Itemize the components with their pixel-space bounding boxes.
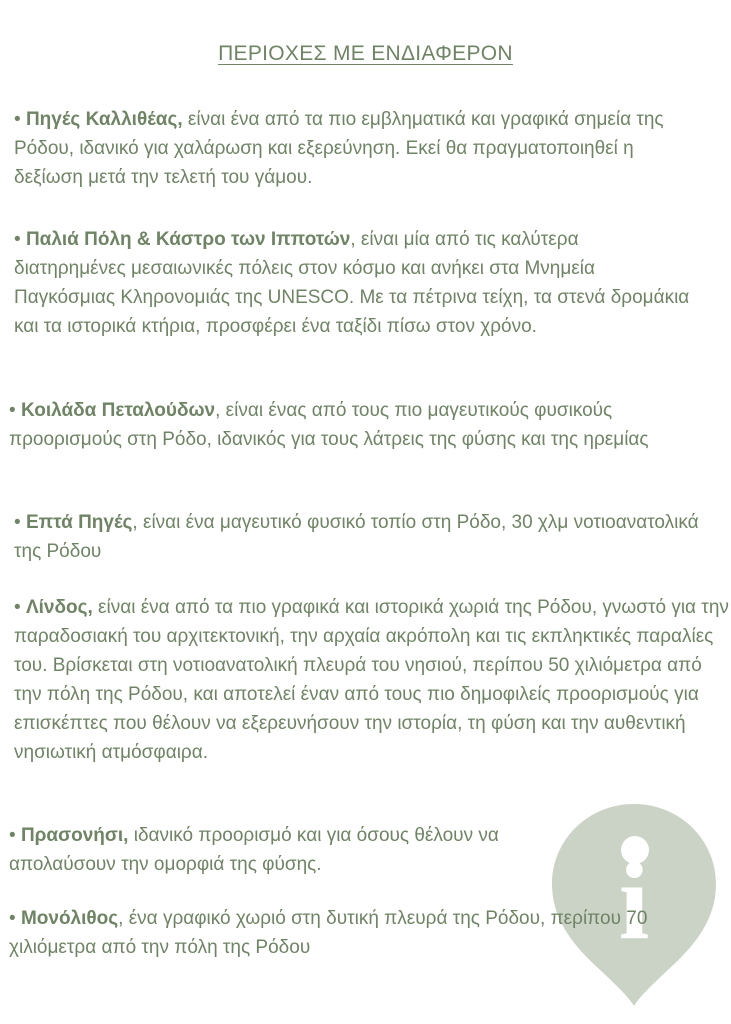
entry-name: Πρασονήσι, [20, 825, 129, 846]
entry-name: Πηγές Καλλιθέας, [25, 109, 183, 130]
entry-text: , είναι μία από τις καλύτερα διατηρημένες μεσαιωνικές πόλεις στον κόσμο και ανήκει στα Μνημεία Παγκόσμιας Κληρονομιάς της UNESCO. Με τα πέτρινα τείχη, τα στενά δρομάκια και τα ιστορικά κτήρια, προσφέρει ένα ταξίδι πίσω στον χρόνο. [14, 229, 690, 337]
page-title: ΠΕΡΙΟΧΕΣ ΜΕ ΕΝΔΙΑΦΕΡΟΝ [218, 42, 513, 65]
entry-text: είναι ένα από τα πιο εμβληματικά και γραφικά σημεία της Ρόδου, ιδανικό για χαλάρωση και εξερεύνηση. Εκεί θα πραγματοποιηθεί η δεξίωση μετά την τελετή του γάμου. [14, 109, 664, 188]
entry-text: , ένα γραφικό χωριό στη δυτική πλευρά της Ρόδου, περίπου 70 χιλιόμετρα από την πόλη της Ρόδου [9, 908, 648, 958]
entry-name: Παλιά Πόλη & Κάστρο των Ιπποτών [25, 229, 351, 250]
entry-text: ιδανικό προορισμό και για όσους θέλουν να απολαύσουν την ομορφιά της φύσης. [9, 825, 499, 875]
entry-bullet: • [14, 229, 21, 250]
entry-seven-springs [14, 508, 704, 566]
entry-bullet: • [9, 908, 16, 929]
entry-bullet: • [9, 825, 16, 846]
entry-butterflies-valley [9, 396, 679, 454]
entry-lindos [14, 593, 729, 767]
entry-text: , είναι ένα μαγευτικό φυσικό τοπίο στη Ρόδο, 30 χλμ νοτιοανατολικά της Ρόδου [14, 512, 699, 562]
entry-old-town [14, 225, 694, 341]
entry-name: Λίνδος, [25, 597, 93, 618]
info-glyph: i [618, 840, 650, 962]
entry-bullet: • [14, 597, 21, 618]
entry-name: Μονόλιθος [20, 908, 119, 929]
entry-kallithea [14, 105, 694, 192]
entry-text: είναι ένα από τα πιο γραφικά και ιστορικά χωριά της Ρόδου, γνωστό για την παραδοσιακή του αρχιτεκτονική, την αρχαία ακρόπολη και τις εκπληκτικές παραλίες του. Βρίσκεται στη νοτιοανατολική πλευρά του νησιού, περίπου 50 χιλιόμετρα από την πόλη της Ρόδου, και αποτελεί έναν από τους πιο δημοφιλείς προορισμούς για επισκέπτες που θέλουν να εξερευνήσουν την ιστορία, τη φύση και την αυθεντική νησιωτική ατμόσφαιρα. [14, 597, 729, 763]
entry-bullet: • [14, 512, 21, 533]
entry-name: Κοιλάδα Πεταλούδων [20, 400, 216, 421]
entry-text: , είναι ένας από τους πιο μαγευτικούς φυσικούς προορισμούς στη Ρόδο, ιδανικός για τους λάτρεις της φύσης και της ηρεμίας [9, 400, 649, 450]
entry-bullet: • [9, 400, 16, 421]
entry-prasonisi [9, 821, 609, 879]
entry-monolithos [9, 904, 659, 962]
entry-name: Επτά Πηγές [25, 512, 133, 533]
entry-bullet: • [14, 109, 21, 130]
